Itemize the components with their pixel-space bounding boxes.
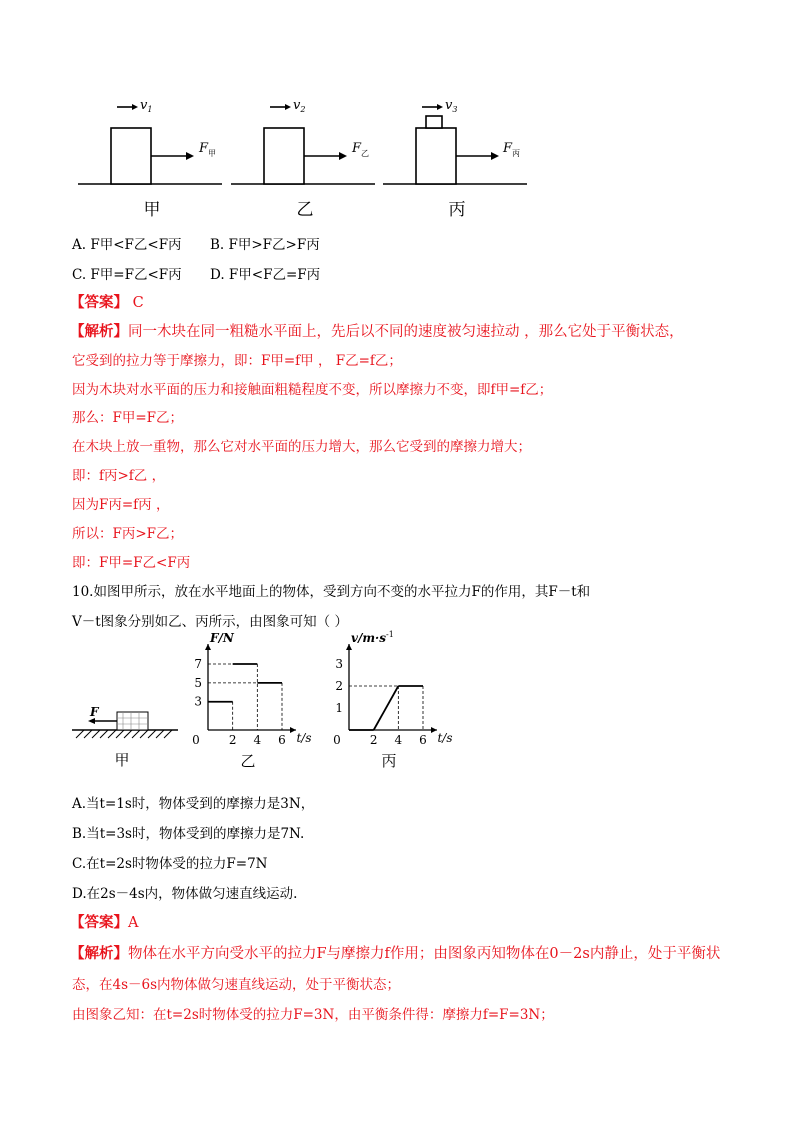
chart-yi	[192, 631, 311, 770]
caption-yi: 乙	[296, 200, 314, 220]
velocity-segment-1	[374, 686, 399, 730]
weight-bing	[426, 116, 442, 128]
x-axis-label: t/s	[437, 731, 453, 745]
y-axis-label: $v/m\cdot s^{-1}$	[351, 630, 394, 645]
svg-text:F乙: $F_乙$	[352, 141, 370, 158]
figure-blocks	[0, 0, 800, 230]
x-tick-label: 0	[192, 733, 200, 747]
q9-analysis-0: 【解析】同一木块在同一粗糙水平面上，先后以不同的速度被匀速拉动 ，那么它处于平衡状态，	[70, 323, 684, 340]
q10-stem-1: 10.如图甲所示，放在水平地面上的物体，受到方向不变的水平拉力F的作用，其F－t和	[72, 584, 591, 600]
q10-option-a: A.当t=1s时，物体受到的摩擦力是3N，	[72, 796, 315, 812]
x-tick-label: 0	[333, 733, 341, 747]
x-axis-label: t/s	[296, 731, 312, 745]
q9-analysis-1: 它受到的拉力等于摩擦力，即：F甲=f甲 ， F乙=f乙；	[72, 353, 402, 369]
block-yi	[264, 128, 304, 184]
svg-text:F甲: $F_甲$	[199, 141, 217, 158]
q9-analysis-7: 所以：F丙>F乙；	[72, 526, 184, 542]
x-axis-arrow	[290, 727, 296, 733]
block-bing	[416, 128, 456, 184]
q10-analysis-1: 态，在4s－6s内物体做匀速直线运动，处于平衡状态；	[72, 977, 401, 993]
chart-caption: 丙	[381, 752, 397, 770]
caption-jia: 甲	[143, 200, 161, 220]
q9-option-d: D. F甲<F乙=F丙	[210, 267, 321, 283]
x-tick-label: 2	[369, 733, 378, 747]
q9-option-b: B. F甲>F乙>F丙	[210, 237, 320, 253]
f-bing-label: F	[503, 141, 513, 156]
x-tick-label: 4	[394, 733, 403, 747]
svg-text:v2: $v_2$	[293, 98, 306, 114]
svg-text:v1: $v_1$	[140, 98, 153, 114]
y-tick-label: 5	[194, 675, 202, 690]
chart-caption: 乙	[240, 752, 256, 770]
x-tick-label: 2	[228, 733, 237, 747]
block-jia	[111, 128, 151, 184]
y-tick-label: 2	[335, 679, 343, 693]
x-axis-arrow	[431, 727, 437, 733]
x-tick-label: 4	[253, 733, 262, 747]
q10-stem-2: V－t图象分别如乙、丙所示，由图象可知（ ）	[72, 614, 348, 630]
q10-answer: 【答案】A	[70, 914, 139, 931]
q10-option-b: B.当t=3s时，物体受到的摩擦力是7N.	[72, 826, 305, 842]
fig-jia	[72, 712, 178, 738]
y-axis-label: F/N	[210, 631, 234, 645]
fig-jia-force-label: F	[90, 705, 99, 719]
q9-analysis-4: 在木块上放一重物，那么它对水平面的压力增大，那么它受到的摩擦力增大；	[72, 439, 531, 455]
chart-bing	[333, 630, 452, 770]
x-tick-label: 6	[278, 733, 286, 747]
f-jia-label: F	[199, 141, 209, 156]
q9-option-c: C. F甲=F乙<F丙	[72, 267, 182, 283]
q10-analysis-0: 【解析】物体在水平方向受水平的拉力F与摩擦力f作用；由图象丙知物体在0－2s内静止，处于平衡状	[70, 945, 721, 962]
q9-answer: 【答案】 C	[70, 294, 144, 311]
q9-analysis-3: 那么：F甲=F乙；	[72, 410, 184, 426]
block-q10	[117, 712, 148, 730]
q9-analysis-5: 即：f丙>f乙 ，	[72, 468, 166, 484]
y-tick-label: 3	[194, 694, 202, 709]
figure-q10	[0, 630, 800, 780]
q9-analysis-6: 因为F丙=f丙 ，	[72, 497, 170, 513]
fig-jia-caption: 甲	[114, 751, 130, 769]
q10-option-d: D.在2s－4s内，物体做匀速直线运动.	[72, 886, 298, 902]
v3-label: v	[445, 98, 453, 113]
svg-text:F丙: $F_丙$	[503, 141, 521, 158]
q10-analysis-2: 由图象乙知：在t=2s时物体受的拉力F=3N，由平衡条件得：摩擦力f=F=3N；	[72, 1007, 554, 1023]
caption-bing: 丙	[448, 200, 466, 220]
q9-analysis-8: 即：F甲=F乙<F丙	[72, 555, 191, 571]
x-tick-label: 6	[419, 733, 427, 747]
q9-analysis-2: 因为木块对水平面的压力和接触面粗糙程度不变，所以摩擦力不变，即f甲=f乙；	[72, 382, 553, 398]
q10-option-c: C.在t=2s时物体受的拉力F=7N	[72, 856, 268, 872]
y-tick-label: 7	[194, 657, 202, 671]
v2-label: v	[293, 98, 301, 113]
f-yi-label: F	[352, 141, 362, 156]
v1-label: v	[140, 98, 148, 113]
y-tick-label: 1	[335, 701, 343, 715]
svg-text:v3: $v_3$	[445, 98, 458, 114]
q9-option-a: A. F甲<F乙<F丙	[72, 237, 182, 253]
y-tick-label: 3	[335, 657, 343, 671]
